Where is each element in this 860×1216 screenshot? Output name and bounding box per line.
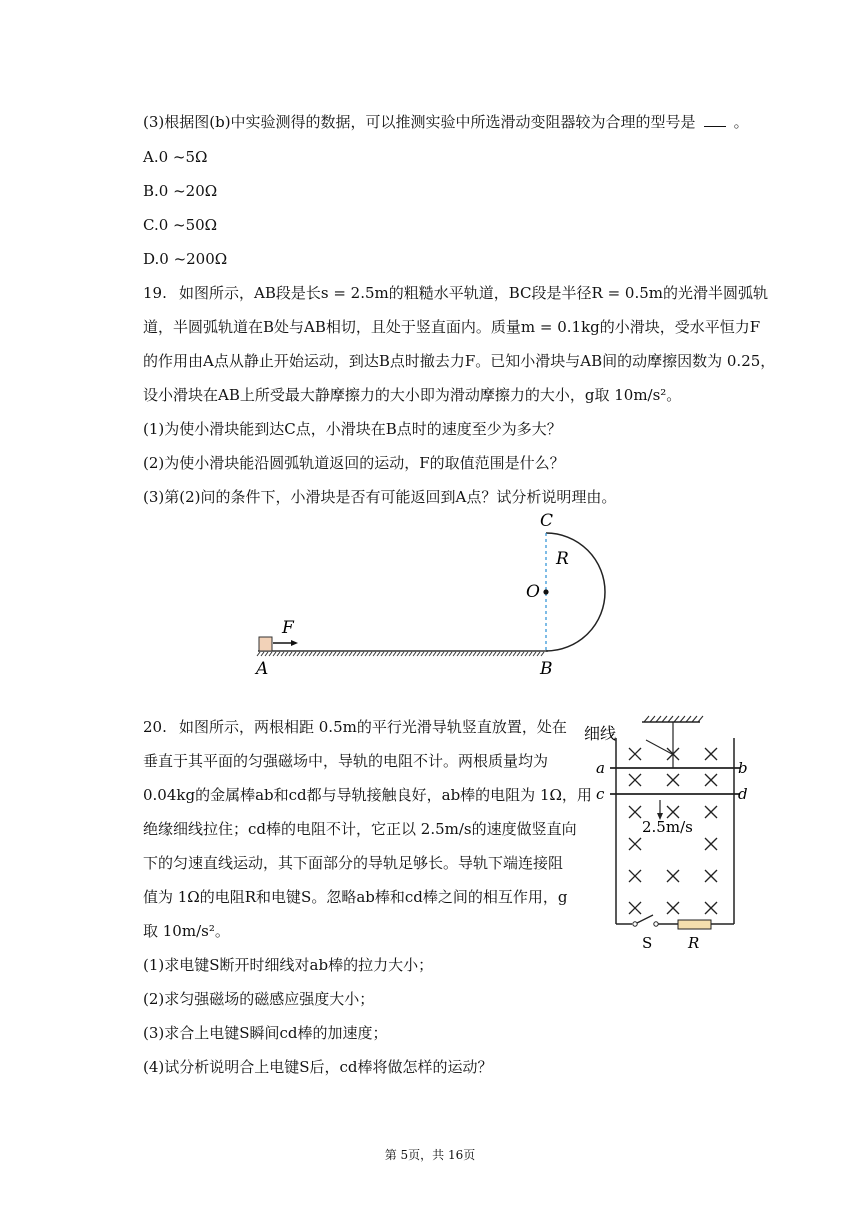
- q19-question-3: (3)第(2)问的条件下，小滑块是否有可能返回到A点？试分析说明理由。: [143, 488, 617, 506]
- q18-part3: [143, 112, 749, 132]
- q18-option-c: C.0 ~50Ω: [143, 216, 218, 234]
- label-F: F: [282, 618, 294, 638]
- q19-track-figure: [240, 505, 640, 685]
- page-footer: 第 5页，共 16页: [384, 1148, 476, 1162]
- q20-line-3: 0.04kg的金属棒ab和cd都与导轨接触良好，ab棒的电阻为 1Ω，用: [143, 786, 592, 804]
- label-A: A: [256, 659, 269, 679]
- q19-question-1: (1)为使小滑块能到达C点，小滑块在B点时的速度至少为多大？: [143, 420, 562, 438]
- slider-block: [259, 637, 272, 651]
- label-B: B: [540, 659, 553, 679]
- label-R2: R: [688, 934, 700, 952]
- resistor-R: [678, 920, 711, 929]
- q19-line-4: 设小滑块在AB上所受最大静摩擦力的大小即为滑动摩擦力的大小，g取 10m/s²。: [143, 386, 682, 404]
- label-O: O: [526, 582, 540, 602]
- q20-line-5: 下的匀速直线运动，其下面部分的导轨足够长。导轨下端连接阻: [143, 854, 564, 872]
- q18-part3-text: (3)根据图(b)中实验测得的数据，可以推测实验中所选滑动变阻器较为合理的型号是: [143, 113, 696, 131]
- q18-option-a: A.0 ~5Ω: [143, 148, 208, 166]
- q19-number: 19.: [143, 284, 167, 302]
- q20-question-2: (2)求匀强磁场的磁感应强度大小；: [143, 990, 375, 1008]
- q18-part3-suffix: 。: [733, 113, 749, 131]
- q20-rails-figure: [580, 712, 760, 957]
- switch-S: [637, 915, 653, 923]
- q20-line-6: 值为 1Ω的电阻R和电键S。忽略ab棒和cd棒之间的相互作用，g: [143, 888, 568, 906]
- label-speed: 2.5m/s: [642, 818, 693, 836]
- label-a: a: [596, 759, 605, 777]
- q18-option-d: D.0 ~200Ω: [143, 250, 228, 268]
- center-point: [543, 589, 548, 594]
- label-S: S: [642, 934, 653, 952]
- label-b: b: [738, 759, 748, 777]
- label-R: R: [556, 549, 569, 569]
- q20-line-4: 绝缘细线拉住；cd棒的电阻不计，它正以 2.5m/s的速度做竖直向: [143, 820, 577, 838]
- q19-line-2: 道，半圆弧轨道在B处与AB相切，且处于竖直面内。质量m = 0.1kg的小滑块，受水平恒力F: [143, 318, 761, 336]
- q18-option-b: B.0 ~20Ω: [143, 182, 218, 200]
- q20-question-3: (3)求合上电键S瞬间cd棒的加速度；: [143, 1024, 388, 1042]
- q20-line-1: [143, 717, 567, 737]
- q20-number: 20.: [143, 718, 167, 736]
- label-c: c: [596, 785, 605, 803]
- q19-line-1: [143, 283, 768, 303]
- semicircle-track: [546, 533, 605, 651]
- label-d: d: [738, 785, 748, 803]
- label-C: C: [540, 511, 554, 531]
- label-thread: 细线: [584, 724, 617, 743]
- answer-blank: [704, 112, 726, 127]
- q20-text: 如图所示，两根相距 0.5m的平行光滑导轨竖直放置，处在: [179, 718, 567, 736]
- ground-hatching: [257, 651, 548, 656]
- thread-pointer: [646, 740, 672, 754]
- q19-text: 如图所示，AB段是长s = 2.5m的粗糙水平轨道，BC段是半径R = 0.5m的光滑半圆弧轨: [179, 284, 768, 302]
- q20-line-2: 垂直于其平面的匀强磁场中，导轨的电阻不计。两根质量均为: [143, 752, 549, 770]
- q20-line-7: 取 10m/s²。: [143, 922, 230, 940]
- q20-question-1: (1)求电键S断开时细线对ab棒的拉力大小；: [143, 956, 434, 974]
- q19-line-3: 的作用由A点从静止开始运动，到达B点时撤去力F。已知小滑块与AB间的动摩擦因数为 0.25，: [143, 352, 776, 370]
- q20-question-4: (4)试分析说明合上电键S后，cd棒将做怎样的运动？: [143, 1058, 493, 1076]
- q19-question-2: (2)为使小滑块能沿圆弧轨道返回的运动，F的取值范围是什么？: [143, 454, 565, 472]
